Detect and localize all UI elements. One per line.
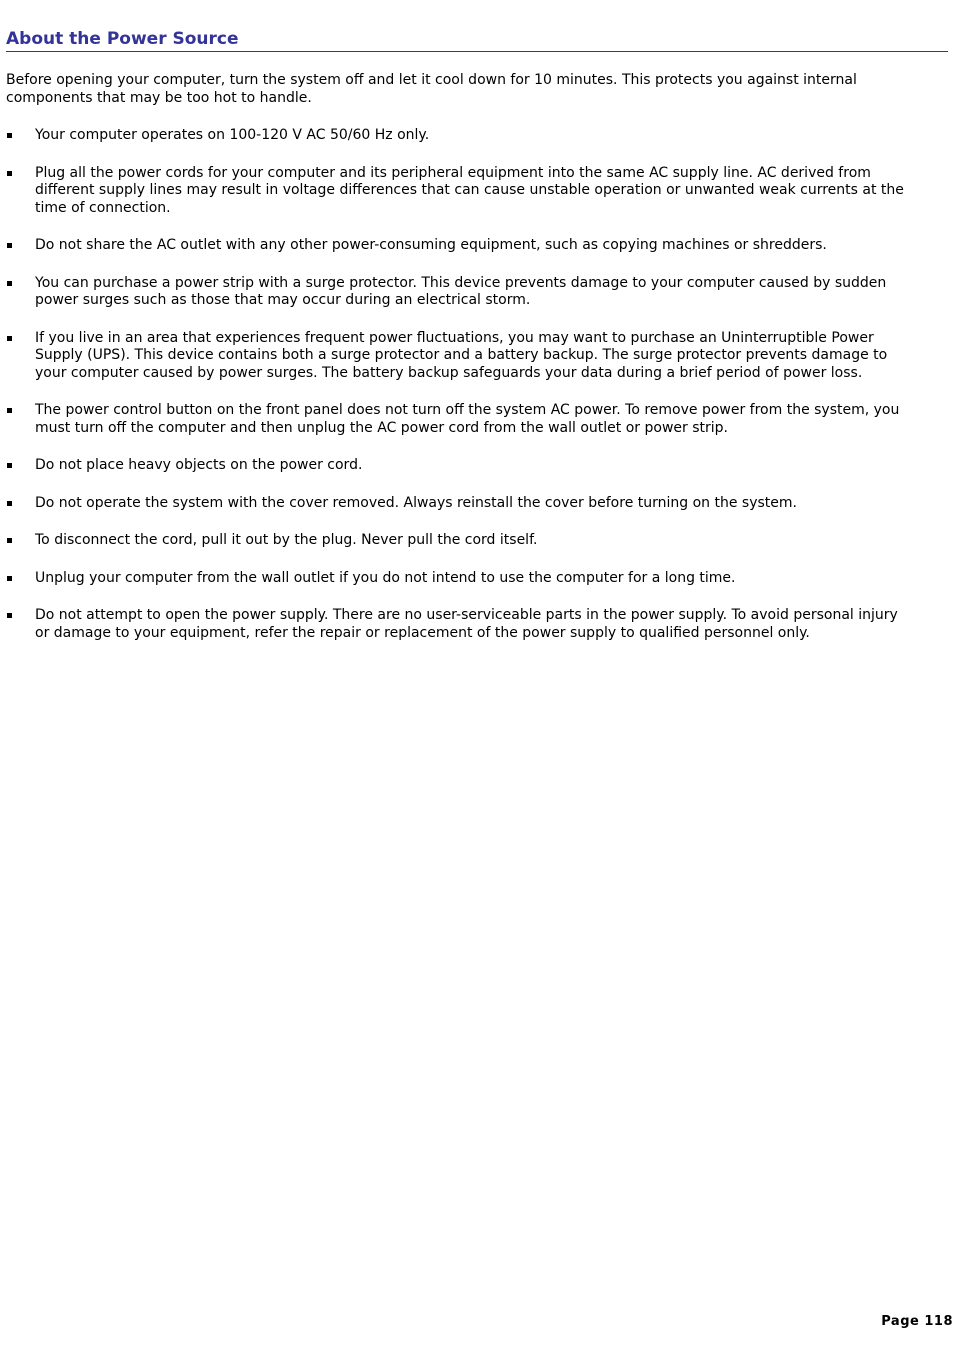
square-bullet-icon [7,281,12,286]
list-item-text: The power control button on the front panel does not turn off the system AC power. To remove power from the system, you must turn off the computer and then unplug the AC power cord from the wall outlet or power strip. [35,402,900,436]
square-bullet-icon [7,243,12,248]
list-item-text: If you live in an area that experiences frequent power fluctuations, you may want to purchase an Uninterruptible Power Supply (UPS). This device contains both a surge protector and a battery backup. The surge protector prevents damage to your computer caused by power surges. The battery backup safeguards your data during a brief period of power loss. [35,329,888,381]
list-item-text: Do not place heavy objects on the power cord. [35,457,363,473]
safety-bullet-list [6,127,948,642]
list-item-text: Unplug your computer from the wall outlet if you do not intend to use the computer for a long time. [35,569,736,586]
square-bullet-icon [7,336,12,341]
list-item [6,495,915,513]
list-item-text: Your computer operates on 100-120 V AC 50/60 Hz only. [35,127,430,143]
page-number-label: Page 118 [881,1314,953,1329]
list-item-text: To disconnect the cord, pull it out by the plug. Never pull the cord itself. [35,532,538,548]
square-bullet-icon [7,501,12,506]
square-bullet-icon [7,463,12,468]
square-bullet-icon [7,538,12,543]
list-item [6,457,915,475]
list-item-text: Do not operate the system with the cover removed. Always reinstall the cover before turning on the system. [35,494,797,511]
list-item [6,330,915,383]
list-item [6,237,915,255]
list-item-text: Do not share the AC outlet with any other power-consuming equipment, such as copying machines or shredders. [35,237,827,253]
intro-paragraph: Before opening your computer, turn the system off and let it cool down for 10 minutes. This protects you against internal components that may be too hot to handle. [6,72,857,106]
square-bullet-icon [7,133,12,138]
list-item [6,165,915,218]
square-bullet-icon [7,613,12,618]
page-number [0,1314,954,1330]
list-item [6,127,915,145]
page-title: About the Power Source [6,28,948,52]
square-bullet-icon [7,408,12,413]
square-bullet-icon [7,171,12,176]
list-item [6,570,915,588]
list-item [6,275,915,310]
list-item-text: Plug all the power cords for your computer and its peripheral equipment into the same AC supply line. AC derived from different supply lines may result in voltage differences that can cause unstable operation or unwanted weak currents at the time of connection. [35,164,904,216]
square-bullet-icon [7,576,12,581]
list-item [6,607,915,642]
list-item-text: Do not attempt to open the power supply. There are no user-serviceable parts in the power supply. To avoid personal injury or damage to your equipment, refer the repair or replacement of the power supply to qualified personnel only. [35,607,898,641]
list-item [6,402,915,437]
document-page [6,0,948,662]
list-item [6,532,915,550]
list-item-text: You can purchase a power strip with a surge protector. This device prevents damage to your computer caused by sudden power surges such as those that may occur during an electrical storm. [35,274,887,308]
